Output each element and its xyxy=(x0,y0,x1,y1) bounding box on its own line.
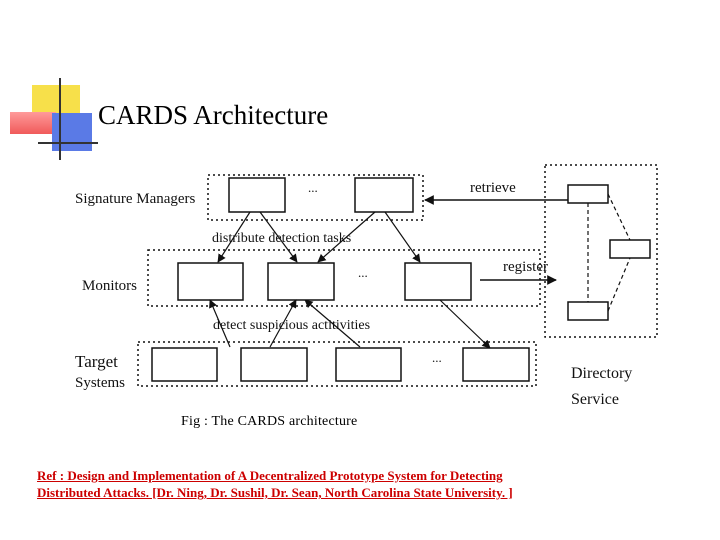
target-box-2 xyxy=(241,348,307,381)
target-ellipsis: ... xyxy=(432,350,442,365)
monitor-box-1 xyxy=(178,263,243,300)
register-label: register xyxy=(503,259,548,275)
figure-caption: Fig : The CARDS architecture xyxy=(181,414,358,429)
directory-box-bottom xyxy=(568,302,608,320)
reference-line-1: Ref : Design and Implementation of A Decentralized Prototype System for Detecting xyxy=(37,468,503,483)
monitor-ellipsis: ... xyxy=(358,265,368,280)
target-box-1 xyxy=(152,348,217,381)
slide-title: CARDS Architecture xyxy=(98,100,329,130)
decor-blue-square xyxy=(52,113,92,151)
cards-architecture-diagram xyxy=(60,160,660,410)
distribute-label: distribute detection tasks xyxy=(212,231,352,246)
signature-manager-box-2 xyxy=(355,178,413,212)
reference-line-2: Distributed Attacks. [Dr. Ning, Dr. Sushil, Dr. Sean, North Carolina State University. ] xyxy=(37,485,513,500)
reference-link[interactable] xyxy=(37,467,697,501)
detect-label: detect suspicious actitivities xyxy=(213,318,371,333)
decor-horizontal-line xyxy=(38,142,98,144)
service-label: Service xyxy=(571,391,619,408)
directory-link-bottom xyxy=(608,258,630,311)
directory-box-top xyxy=(568,185,608,203)
decor-red-square xyxy=(10,112,56,134)
signature-managers-label: Signature Managers xyxy=(75,191,196,207)
target-box-4 xyxy=(463,348,529,381)
target-label: Target xyxy=(75,352,118,371)
directory-label: Directory xyxy=(571,365,633,382)
monitors-label: Monitors xyxy=(82,278,138,294)
signature-manager-box-1 xyxy=(229,178,285,212)
detect-arrow-4 xyxy=(440,300,490,348)
directory-link-top xyxy=(608,194,630,240)
monitor-box-3 xyxy=(405,263,471,300)
signature-manager-ellipsis: ... xyxy=(308,180,318,195)
directory-box-right xyxy=(610,240,650,258)
decor-vertical-line xyxy=(59,78,61,160)
target-box-3 xyxy=(336,348,401,381)
monitor-box-2 xyxy=(268,263,334,300)
retrieve-label: retrieve xyxy=(470,180,516,196)
systems-label: Systems xyxy=(75,375,126,391)
